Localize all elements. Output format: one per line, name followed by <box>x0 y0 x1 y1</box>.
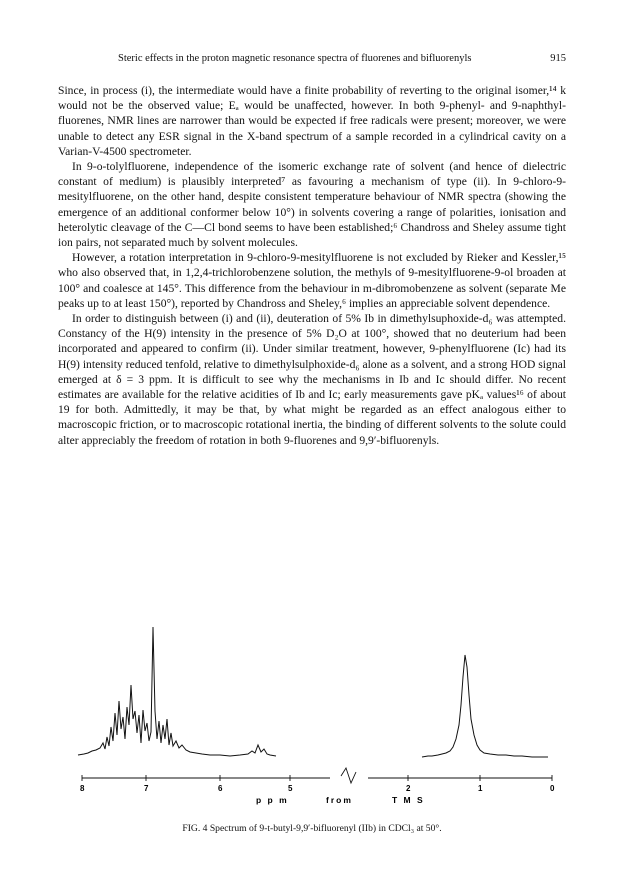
spectrum-trace-aromatic <box>78 627 276 756</box>
axis-unit-label: p p m <box>256 795 289 805</box>
paragraph-4: In order to distinguish between (i) and (ii), deuteration of 5% Ib in dimethylsuphoxide-d₆ was attempted. Constancy of the H(9) intensity in the presence of 5% D₂O at 100°, showed that no deuterium had been incorporated and appeared to confirm (ii). Under similar treatment, however, 9-phenylfluorene (Ic) had its H(9) intensity reduced tenfold, relative to dimethylsulphoxide-d₆ alone as a solvent, and a strong HOD signal emerged at δ = 3 ppm. It is difficult to see why the mechanisms in Ib and Ic should differ. No recent estimates are available for the relative acidities of Ib and Ic; early measurements gave pKₐ values¹⁶ of about 19 for both. Admittedly, it may be that, by what might be regarded as an effect analogous either to macroscopic friction, or to macroscopic rotational inertia, the binding of different solvents to the solute could alter appreciably the freedom of rotation in both 9-fluorenes and 9,9′-bifluorenyls. <box>58 312 566 447</box>
spectrum-trace-singlet <box>422 655 548 757</box>
tick-label-1: 1 <box>478 784 483 793</box>
tick-label-0: 0 <box>550 784 555 793</box>
axis-break-mark <box>341 768 356 783</box>
running-head <box>118 53 566 64</box>
paragraph-3: However, a rotation interpretation in 9-chloro-9-mesitylfluorene is not excluded by Rieker and Kessler,¹⁵ who also observed that, in 1,2,4-trichlorobenzene solution, the methyls of 9-mesitylfluorene-9-ol broaden at 100° and coalesce at 145°. This difference from the behaviour in m-dibromobenzene as solvent (separate Me peaks up to at least 150°), reported by Chandross and Sheley,⁶ implies an appreciable solvent dependence. <box>58 251 566 310</box>
paragraph-2: In 9-o-tolylfluorene, independence of the isomeric exchange rate of solvent (and hence of dielectric constant of medium) is plausibly interpreted⁷ as favouring a mechanism of type (ii). In 9-chloro-9-mesitylfluorene, on the other hand, despite consistent temperature behaviour of NMR spectra (showing the emergence of an additional conformer below 10°) in solvents covering a range of polarities, ionisation and heterolytic cleavage of the C—Cl bond seems to have been established;⁶ Chandross and Sheley assume tight ion pairs, not separated much by solvent molecules. <box>58 160 566 250</box>
paragraph-1: Since, in process (i), the intermediate would have a finite probability of reverting to the original isomer,¹⁴ k would not be the observed value; Eₐ would be unaffected, however. In both 9-phenyl- and 9-naphthyl-fluorenes, NMR lines are narrower than would be expected if free radicals were present; moreover, we were unable to detect any ESR signal in the X-band spectrum of a sample recorded in a cylindrical cavity on a Varian-V-4500 spectrometer. <box>58 84 566 158</box>
tick-label-8: 8 <box>80 784 85 793</box>
page-number: 915 <box>550 53 566 64</box>
figure-caption: FIG. 4 Spectrum of 9-t-butyl-9,9′-bifluorenyl (IIb) in CDCl₃ at 50°. <box>182 823 442 834</box>
axis-reference-label: T M S <box>392 795 425 805</box>
tick-label-6: 6 <box>218 784 223 793</box>
tick-label-7: 7 <box>144 784 149 793</box>
running-title: Steric effects in the proton magnetic resonance spectra of fluorenes and bifluorenyls <box>118 53 472 64</box>
tick-label-5: 5 <box>288 784 293 793</box>
body-text <box>58 83 566 448</box>
nmr-spectrum <box>70 615 570 815</box>
axis-from-label: from <box>326 795 353 805</box>
tick-label-2: 2 <box>406 784 411 793</box>
